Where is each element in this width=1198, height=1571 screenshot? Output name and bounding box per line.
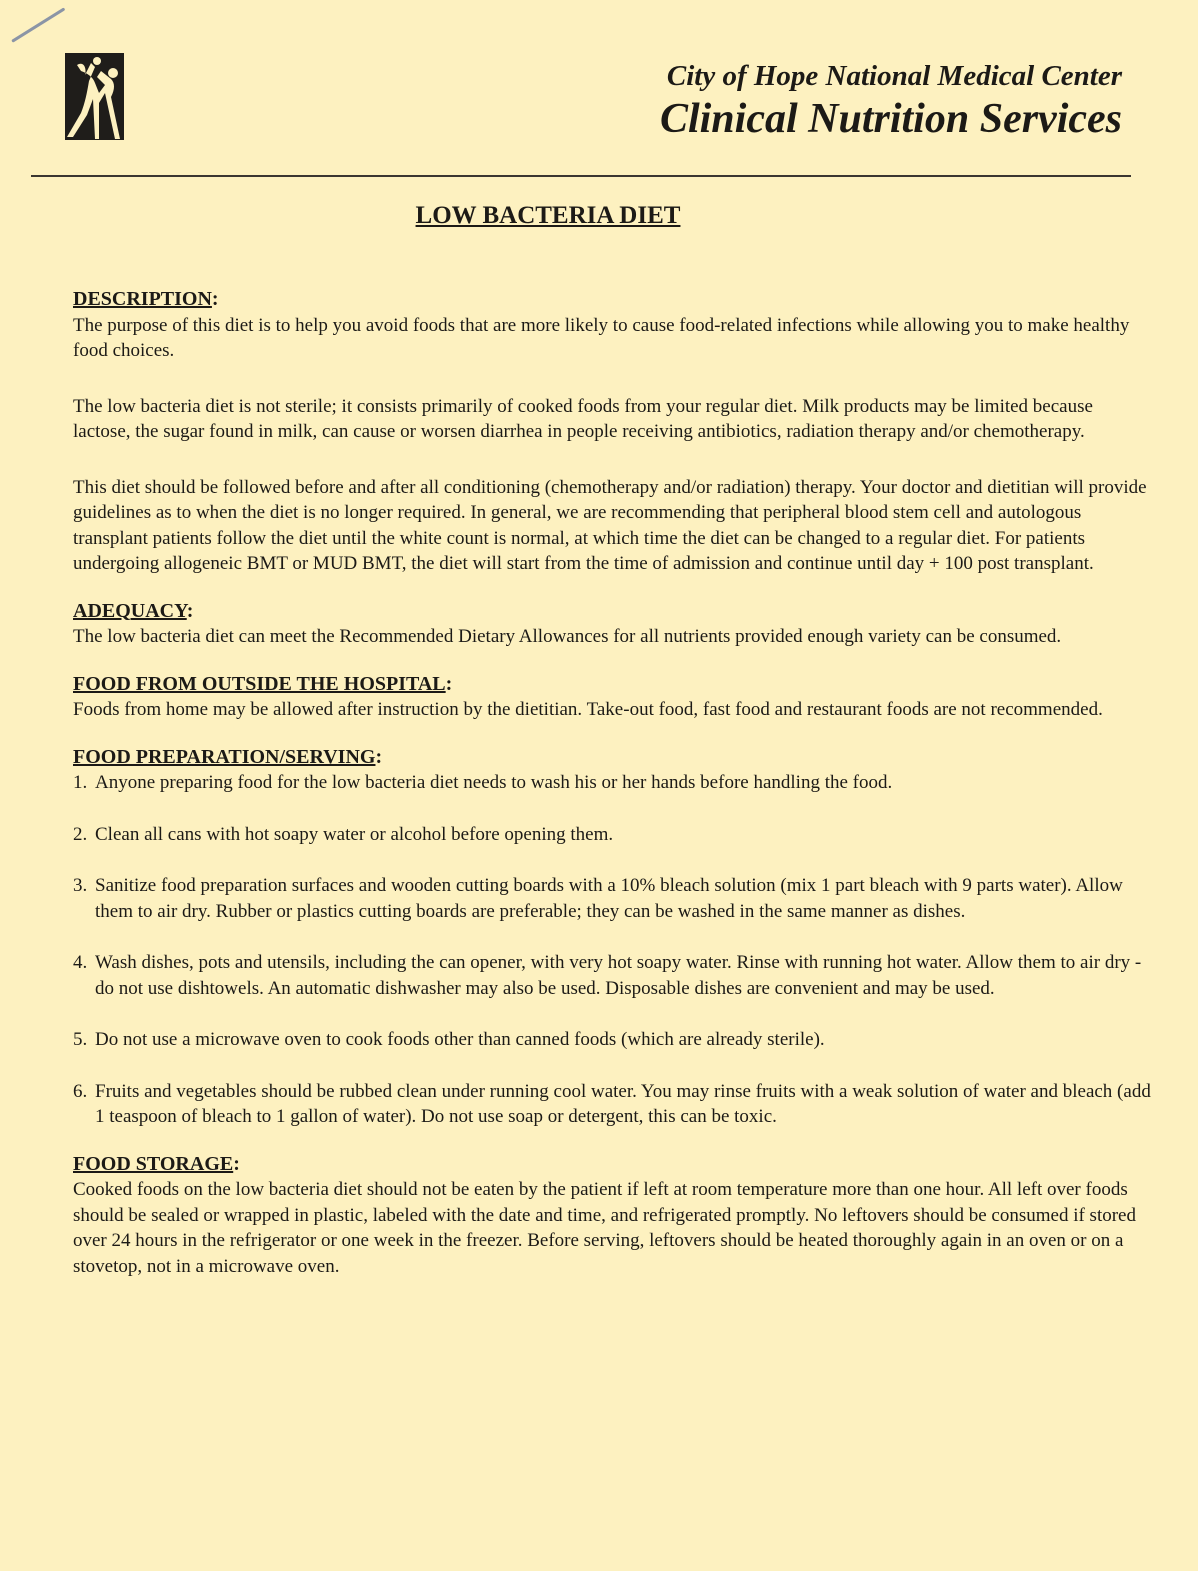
document-body (73, 287, 1151, 1301)
section-food-storage (73, 1152, 1151, 1280)
paragraph: The purpose of this diet is to help you avoid foods that are more likely to cause food-related infections while allowing you to make healthy food choices. (73, 314, 1130, 361)
section-food-from-outside (73, 672, 1151, 723)
list-item: 2. Clean all cans with hot soapy water or alcohol before opening them. (73, 823, 614, 845)
list-item: 1. Anyone preparing food for the low bacteria diet needs to wash his or her hands before handling the food. (73, 772, 893, 793)
department-name: Clinical Nutrition Services (659, 96, 1122, 142)
paragraph: The low bacteria diet is not sterile; it consists primarily of cooked foods from your regular diet. Milk products may be limited because lactose, the sugar found in milk, can cause or worsen diarrhea in people receiving antibiotics, radiation therapy and/or chemotherapy. (73, 395, 1093, 442)
section-food-preparation (73, 745, 1151, 1130)
list-item: 5. Do not use a microwave oven to cook foods other than canned foods (which are already sterile). (73, 1029, 825, 1050)
paragraph: The low bacteria diet can meet the Recommended Dietary Allowances for all nutrients provided enough variety can be consumed. (73, 626, 1062, 647)
section-heading: FOOD FROM OUTSIDE THE HOSPITAL: (73, 672, 453, 695)
header-divider (31, 175, 1131, 177)
paragraph: This diet should be followed before and after all conditioning (chemotherapy and/or radiation) therapy. Your doctor and dietitian will provide guidelines as to when the diet is no longer required. In general, we are recommending that peripheral blood stem cell and autologous transplant patients follow the diet until the white count is normal, at which time the diet can be changed to a regular diet. For patients undergoing allogeneic BMT or MUD BMT, the diet will start from the time of admission and continue until day + 100 post transplant. (73, 476, 1147, 574)
staple-mark (11, 7, 65, 42)
section-adequacy (73, 599, 1151, 650)
document-title: LOW BACTERIA DIET (415, 202, 681, 229)
city-of-hope-logo (65, 53, 124, 140)
letterhead (660, 58, 1122, 144)
section-description (73, 287, 1151, 577)
section-heading: DESCRIPTION: (73, 288, 219, 310)
paragraph: Cooked foods on the low bacteria diet should not be eaten by the patient if left at room temperature more than one hour. All left over foods should be sealed or wrapped in plastic, labeled with the date and time, and refrigerated promptly. No leftovers should be consumed if stored over 24 hours in the refrigerator or one week in the freezer. Before serving, leftovers should be heated thoroughly again in an oven or on a stovetop, not in a microwave oven. (73, 1179, 1136, 1277)
preparation-list (73, 770, 1151, 1130)
section-heading: FOOD STORAGE: (73, 1152, 240, 1175)
organization-name: City of Hope National Medical Center (666, 60, 1122, 92)
list-item: 4. Wash dishes, pots and utensils, including the can opener, with very hot soapy water. Rinse with running hot water. Allow them to air dry - do not use dishtowels. An automatic dishwasher may also be used. Disposable dishes are convenient and may be used. (73, 952, 1142, 999)
section-heading: FOOD PREPARATION/SERVING: (73, 745, 383, 768)
dancers-logo-icon (65, 53, 124, 140)
list-item: 6. Fruits and vegetables should be rubbed clean under running cool water. You may rinse fruits with a weak solution of water and bleach (add 1 teaspoon of bleach to 1 gallon of water). Do not use soap or detergent, this can be toxic. (73, 1080, 1151, 1127)
list-item: 3. Sanitize food preparation surfaces and wooden cutting boards with a 10% bleach solution (mix 1 part bleach with 9 parts water). Allow them to air dry. Rubber or plastics cutting boards are preferable; they can be washed in the same manner as dishes. (73, 875, 1123, 922)
section-heading: ADEQUACY: (73, 599, 194, 622)
paragraph: Foods from home may be allowed after instruction by the dietitian. Take-out food, fast food and restaurant foods are not recommended. (73, 699, 1103, 720)
